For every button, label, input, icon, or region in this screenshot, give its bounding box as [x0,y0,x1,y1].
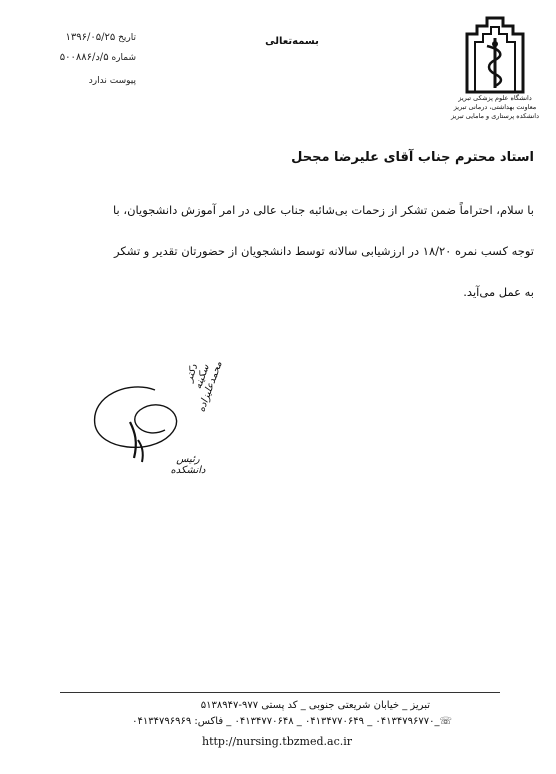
attachment-row [44,76,136,86]
number-value: ۵/د/۵۰۰۸۸۶ [59,52,109,63]
body-line-1: با سلام، احتراماً ضمن تشکر از زحمات بی‌شائبه جناب عالی در امر آموزش دانشجویان، با [113,203,534,217]
number-label: شماره [111,53,136,63]
number-row [44,52,136,63]
logo-line-3: دانشکده پرستاری و مامایی تبریز [450,112,540,120]
footer-phones: ☏_۰۴۱۳۴۷۹۶۷۷۰ _ ۰۴۱۳۴۷۷۰۶۴۹ _ ۰۴۱۳۴۷۷۰۶۴۸ _ فاکس: ۰۴۱۳۴۷۹۶۹۶۹ [132,716,452,727]
footer-divider [60,692,500,693]
date-row [44,32,136,43]
body-line-3: به عمل می‌آید. [463,285,534,299]
signer-name: دکتر سکینه محمدعلیزاده [183,359,225,414]
signature-block [60,359,225,480]
footer-address: تبریز _ خیابان شریعتی جنوبی _ کد پستی ۹۷۷-۵۱۳۸۹۴۷ [200,700,430,711]
date-label: تاریخ [118,33,136,43]
body-line-2: توجه کسب نمره ۱۸/۲۰ در ارزشیابی سالانه توسط دانشجویان از حضورتان تقدیر و تشکر [114,244,534,258]
signer-title: رئیس دانشکده [170,454,206,476]
university-emblem-icon [463,14,527,94]
logo-line-2: معاونت بهداشتی، درمانی تبریز [453,103,537,111]
addressee: استاد محترم جناب آقای علیرضا مجحل [291,150,534,165]
bismillah: بسمه‌تعالی [265,36,319,47]
logo-line-1: دانشگاه علوم پزشکی تبریز [458,94,532,102]
university-logo [450,14,540,154]
attachment-label: پیوست ندارد [88,76,136,86]
footer-website-link[interactable]: http://nursing.tbzmed.ac.ir [202,735,353,748]
date-value: ۱۳۹۶/۰۵/۲۵ [65,32,116,43]
